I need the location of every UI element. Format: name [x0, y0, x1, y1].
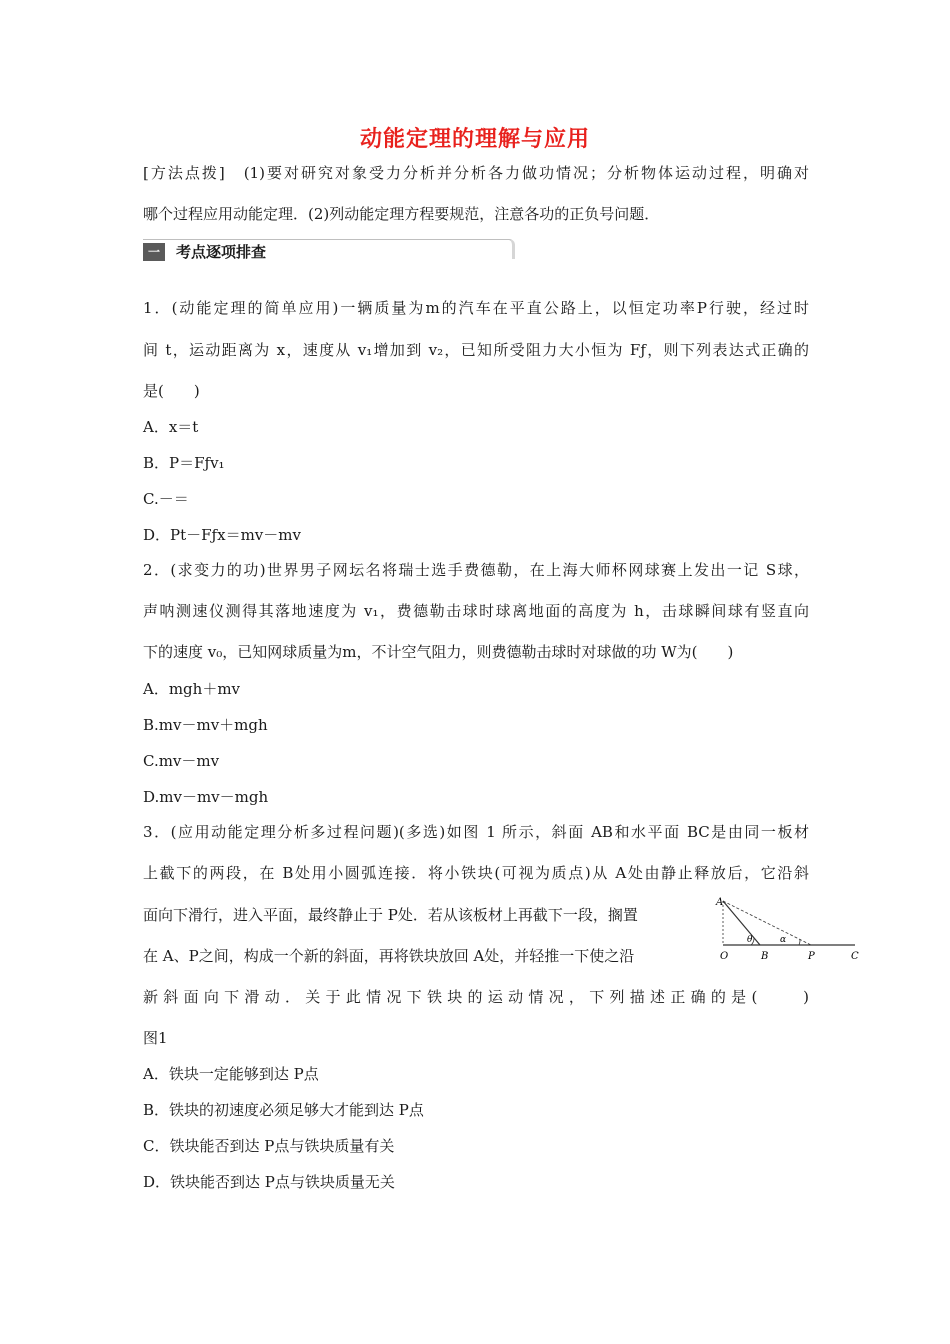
label-alpha: α — [780, 935, 787, 945]
q1-option-a: A．x＝t — [143, 418, 199, 436]
incline-figure — [715, 893, 865, 965]
q2-line-1: 2．(求变力的功)世界男子网坛名将瑞士选手费德勒，在上海大师杯网球赛上发出一记 S球， — [143, 561, 809, 579]
label-a: A — [716, 897, 724, 908]
q3-option-c: C．铁块能否到达 P点与铁块质量有关 — [143, 1137, 395, 1155]
q2-line-2: 声呐测速仪测得其落地速度为 v₁，费德勒击球时球离地面的高度为 h，击球瞬间球有竖直向 — [143, 602, 809, 620]
label-o: O — [720, 951, 729, 962]
page-title: 动能定理的理解与应用 — [359, 127, 590, 152]
q2-option-c: C.mv－mv — [143, 752, 220, 770]
q3-option-d: D．铁块能否到达 P点与铁块质量无关 — [143, 1173, 395, 1191]
method-line-1: [方法点拨] (1)要对研究对象受力分析并分析各力做功情况；分析物体运动过程，明确对 — [143, 164, 809, 182]
q1-option-c: C.－＝ — [143, 490, 189, 508]
incline-ap-dashed — [723, 901, 811, 945]
label-b: B — [761, 951, 769, 962]
figure-caption: 图1 — [143, 1029, 168, 1047]
alpha-arc — [799, 939, 800, 945]
q1-line-2: 间 t，运动距离为 x，速度从 v₁增加到 v₂，已知所受阻力大小恒为 Fƒ，则下列表达式正确的 — [143, 341, 809, 359]
q3-line-3: 面向下滑行，进入平面，最终静止于 P处．若从该板材上再截下一段，搁置 — [143, 906, 638, 924]
label-c: C — [851, 951, 859, 962]
q3-line-4: 在 A、P之间，构成一个新的斜面，再将铁块放回 A处，并轻推一下使之沿 — [143, 947, 635, 965]
q2-option-b: B.mv－mv＋mgh — [143, 716, 268, 734]
label-p: P — [808, 951, 815, 962]
section-number: 一 — [143, 243, 165, 261]
q2-option-a: A．mgh＋mv — [143, 680, 241, 698]
q1-line-1: 1．(动能定理的简单应用)一辆质量为m的汽车在平直公路上，以恒定功率P行驶，经过时 — [143, 299, 809, 317]
q1-option-d: D．Pt－Fƒx＝mv－mv — [143, 526, 301, 544]
section-header — [143, 239, 519, 261]
q1-option-b: B．P＝Fƒv₁ — [143, 454, 225, 472]
method-line-2: 哪个过程应用动能定理．(2)列动能定理方程要规范，注意各功的正负号问题． — [143, 205, 660, 223]
q2-line-3: 下的速度 v₀，已知网球质量为m，不计空气阻力，则费德勒击球时对球做的功 W为( ) — [143, 643, 734, 661]
q3-line-2: 上截下的两段，在 B处用小圆弧连接．将小铁块(可视为质点)从 A处由静止释放后，它沿斜 — [143, 864, 809, 882]
q3-option-a: A．铁块一定能够到达 P点 — [143, 1065, 319, 1083]
q3-option-b: B．铁块的初速度必须足够大才能到达 P点 — [143, 1101, 424, 1119]
section-label: 考点逐项排查 — [176, 243, 267, 261]
incline-ab — [723, 901, 760, 945]
q3-line-1: 3．(应用动能定理分析多过程问题)(多选)如图 1 所示，斜面 AB和水平面 BC是由同一板材 — [143, 823, 809, 841]
q1-line-3: 是( ) — [143, 382, 200, 400]
q2-option-d: D.mv－mv－mgh — [143, 788, 269, 806]
q3-line-5: 新斜面向下滑动．关于此情况下铁块的运动情况，下列描述正确的是( ) — [143, 988, 809, 1006]
label-theta: θ — [747, 935, 753, 945]
